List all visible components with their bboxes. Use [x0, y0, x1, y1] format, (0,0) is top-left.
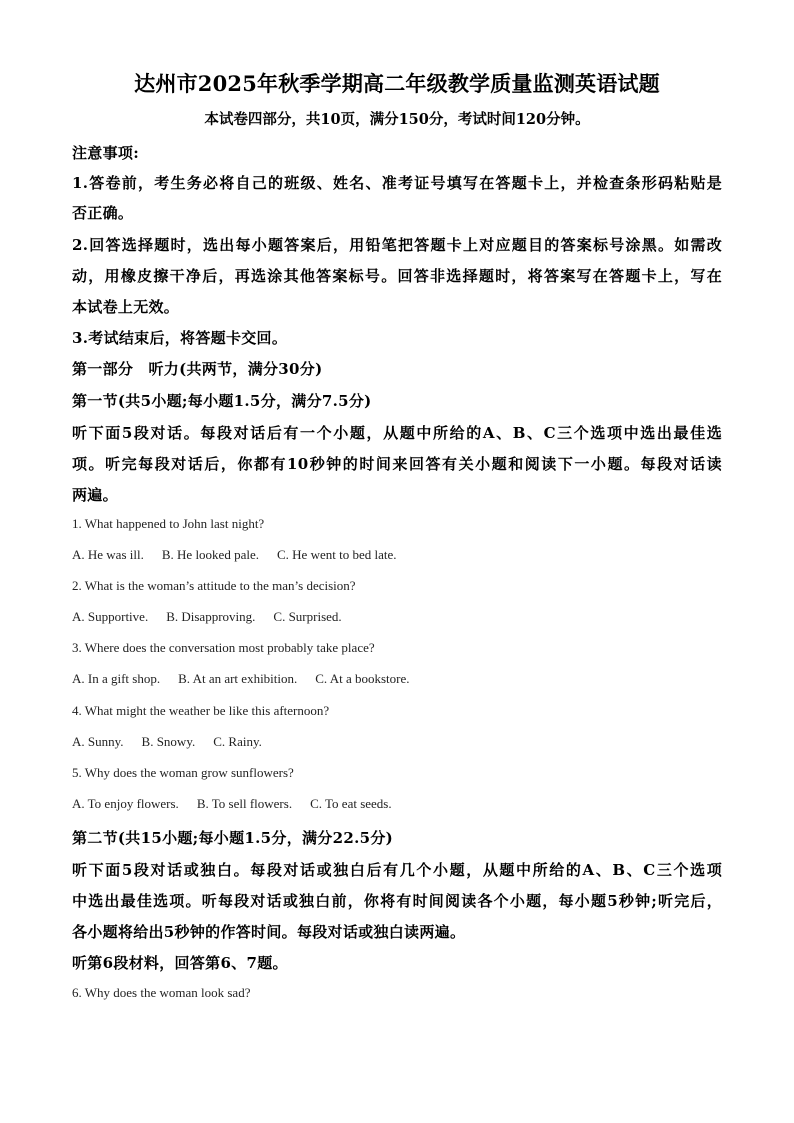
option-c: C. To eat seeds. [310, 796, 392, 811]
note-2-line-2: 动，用橡皮擦干净后，再选涂其他答案标号。回答非选择题时，将答案写在答题卡上，写在 [72, 267, 722, 285]
question-6: 6. Why does the woman look sad? [72, 985, 251, 1000]
note-2-line-1: 2.回答选择题时，选出每小题答案后，用铅笔把答题卡上对应题目的答案标号涂黑。如需改 [72, 236, 722, 254]
section1-heading: 第一节(共5小题;每小题1.5分，满分7.5分) [72, 392, 372, 410]
option-c: C. At a bookstore. [315, 671, 410, 686]
option-c: C. He went to bed late. [276, 547, 397, 562]
question-2: 2. What is the woman’s attitude to the man’s decision? [72, 578, 356, 593]
material-6-heading: 听第6段材料，回答第6、7题。 [72, 954, 288, 972]
section1-instruction-3: 两遍。 [72, 486, 118, 504]
option-b: B. Snowy. [141, 734, 196, 749]
note-1-line-2: 否正确。 [72, 204, 134, 222]
question-1-options [72, 547, 414, 563]
part1-heading: 第一部分 听力(共两节，满分30分) [72, 360, 323, 378]
question-2-options [72, 609, 360, 625]
section2-instruction-3: 各小题将给出5秒钟的作答时间。每段对话或独白读两遍。 [72, 923, 466, 941]
question-5: 5. Why does the woman grow sunflowers? [72, 765, 294, 780]
section2-heading: 第二节(共15小题;每小题1.5分，满分22.5分) [72, 829, 394, 847]
option-a: A. In a gift shop. [72, 671, 161, 686]
question-4: 4. What might the weather be like this afternoon? [72, 703, 330, 718]
option-b: B. At an art exhibition. [178, 671, 298, 686]
question-3-options [72, 671, 428, 687]
page-title: 达州市2025年秋季学期高二年级教学质量监测英语试题 [134, 71, 660, 96]
option-b: B. To sell flowers. [196, 796, 293, 811]
option-c: C. Rainy. [213, 734, 262, 749]
option-a: A. Supportive. [72, 609, 149, 624]
notes-heading: 注意事项: [72, 144, 140, 162]
note-1-line-1: 1.答卷前，考生务必将自己的班级、姓名、准考证号填写在答题卡上，并检查条形码粘贴是 [72, 174, 722, 192]
section2-instruction-1: 听下面5段对话或独白。每段对话或独白后有几个小题，从题中所给的A、B、C三个选项 [72, 861, 722, 879]
section1-instruction-2: 项。听完每段对话后，你都有10秒钟的时间来回答有关小题和阅读下一小题。每段对话读 [72, 455, 722, 473]
option-b: B. He looked pale. [161, 547, 259, 562]
note-3: 3.考试结束后，将答题卡交回。 [72, 329, 288, 347]
question-4-options [72, 734, 280, 750]
option-b: B. Disapproving. [166, 609, 256, 624]
note-2-line-3: 本试卷上无效。 [72, 298, 180, 316]
option-a: A. Sunny. [72, 734, 124, 749]
question-5-options [72, 796, 410, 812]
option-a: A. He was ill. [72, 547, 144, 562]
question-1: 1. What happened to John last night? [72, 516, 265, 531]
option-c: C. Surprised. [273, 609, 342, 624]
section2-instruction-2: 中选出最佳选项。听每段对话或独白前，你将有时间阅读各个小题，每小题5秒钟;听完后， [72, 892, 722, 910]
question-3: 3. Where does the conversation most probably take place? [72, 640, 375, 655]
section1-instruction-1: 听下面5段对话。每段对话后有一个小题，从题中所给的A、B、C三个选项中选出最佳选 [72, 424, 722, 442]
option-a: A. To enjoy flowers. [72, 796, 179, 811]
exam-info: 本试卷四部分，共10页，满分150分，考试时间120分钟。 [204, 111, 590, 128]
